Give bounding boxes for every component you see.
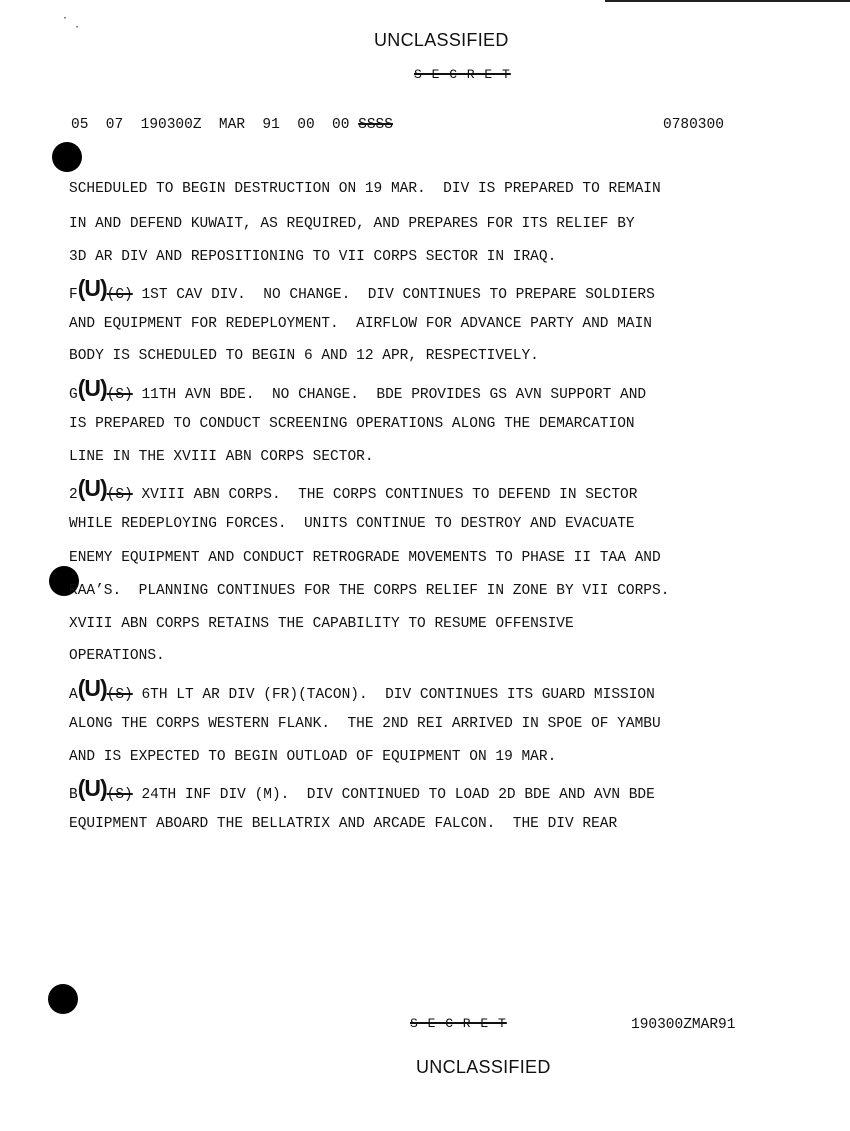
struck-classification-top: S E C R E T bbox=[414, 67, 511, 82]
text-line: LINE IN THE XVIII ABN CORPS SECTOR. bbox=[69, 449, 374, 465]
paragraph-f-first-line bbox=[69, 275, 655, 303]
scan-specks: · · bbox=[62, 13, 81, 33]
classification-marking-bottom: UNCLASSIFIED bbox=[416, 1057, 551, 1077]
message-header-struck-code: SSSS bbox=[358, 117, 393, 133]
paragraph-label: 2 bbox=[69, 487, 78, 503]
paragraph-b-first-line bbox=[69, 775, 655, 803]
text-line: WHILE REDEPLOYING FORCES. UNITS CONTINUE TO DESTROY AND EVACUATE bbox=[69, 516, 635, 532]
text-line: IN AND DEFEND KUWAIT, AS REQUIRED, AND PREPARES FOR ITS RELIEF BY bbox=[69, 216, 635, 232]
paragraph-a-first-line bbox=[69, 675, 655, 703]
paragraph-label: G bbox=[69, 387, 78, 403]
text-line: EQUIPMENT ABOARD THE BELLATRIX AND ARCADE FALCON. THE DIV REAR bbox=[69, 816, 618, 832]
unclassified-marking: (U) bbox=[77, 675, 107, 701]
text-line: XVIII ABN CORPS RETAINS THE CAPABILITY TO RESUME OFFENSIVE bbox=[69, 616, 574, 632]
struck-old-marking: (C) bbox=[106, 287, 133, 303]
footer-dtg: 190300ZMAR91 bbox=[631, 1017, 736, 1033]
paragraph-label: F bbox=[69, 287, 78, 303]
text-line: ENEMY EQUIPMENT AND CONDUCT RETROGRADE MOVEMENTS TO PHASE II TAA AND bbox=[69, 550, 661, 566]
text-line: OPERATIONS. bbox=[69, 648, 165, 664]
classification-marking-top: UNCLASSIFIED bbox=[374, 30, 509, 50]
unclassified-marking: (U) bbox=[77, 375, 107, 401]
message-header bbox=[71, 117, 393, 133]
unclassified-marking: (U) bbox=[77, 775, 107, 801]
punch-hole bbox=[48, 984, 78, 1014]
paragraph-text: 1ST CAV DIV. NO CHANGE. DIV CONTINUES TO PREPARE SOLDIERS bbox=[132, 287, 655, 303]
struck-old-marking: (S) bbox=[106, 487, 133, 503]
message-id: 0780300 bbox=[663, 117, 724, 133]
text-line: 3D AR DIV AND REPOSITIONING TO VII CORPS SECTOR IN IRAQ. bbox=[69, 249, 557, 265]
paragraph-label: B bbox=[69, 787, 78, 803]
struck-old-marking: (S) bbox=[106, 787, 133, 803]
text-line: AND IS EXPECTED TO BEGIN OUTLOAD OF EQUIPMENT ON 19 MAR. bbox=[69, 749, 557, 765]
paragraph-2-first-line bbox=[69, 475, 638, 503]
text-line: AND EQUIPMENT FOR REDEPLOYMENT. AIRFLOW FOR ADVANCE PARTY AND MAIN bbox=[69, 316, 652, 332]
text-line: BODY IS SCHEDULED TO BEGIN 6 AND 12 APR, RESPECTIVELY. bbox=[69, 348, 539, 364]
paragraph-text: 6TH LT AR DIV (FR)(TACON). DIV CONTINUES ITS GUARD MISSION bbox=[132, 687, 655, 703]
text-line: RAA’S. PLANNING CONTINUES FOR THE CORPS RELIEF IN ZONE BY VII CORPS. bbox=[69, 583, 670, 599]
paragraph-text: XVIII ABN CORPS. THE CORPS CONTINUES TO DEFEND IN SECTOR bbox=[132, 487, 638, 503]
struck-old-marking: (S) bbox=[106, 687, 133, 703]
text-line: IS PREPARED TO CONDUCT SCREENING OPERATIONS ALONG THE DEMARCATION bbox=[69, 416, 635, 432]
struck-classification-bottom: S E C R E T bbox=[410, 1016, 507, 1031]
paragraph-text: 24TH INF DIV (M). DIV CONTINUED TO LOAD 2D BDE AND AVN BDE bbox=[132, 787, 655, 803]
punch-hole bbox=[52, 142, 82, 172]
paragraph-g-first-line bbox=[69, 375, 647, 403]
unclassified-marking: (U) bbox=[77, 275, 107, 301]
text-line: ALONG THE CORPS WESTERN FLANK. THE 2ND REI ARRIVED IN SPOE OF YAMBU bbox=[69, 716, 661, 732]
message-header-fields: 05 07 190300Z MAR 91 00 00 bbox=[71, 117, 359, 133]
scan-edge-rule bbox=[605, 0, 850, 2]
text-line: SCHEDULED TO BEGIN DESTRUCTION ON 19 MAR. DIV IS PREPARED TO REMAIN bbox=[69, 181, 661, 197]
unclassified-marking: (U) bbox=[77, 475, 107, 501]
struck-old-marking: (S) bbox=[106, 387, 133, 403]
paragraph-text: 11TH AVN BDE. NO CHANGE. BDE PROVIDES GS AVN SUPPORT AND bbox=[132, 387, 647, 403]
paragraph-label: A bbox=[69, 687, 78, 703]
